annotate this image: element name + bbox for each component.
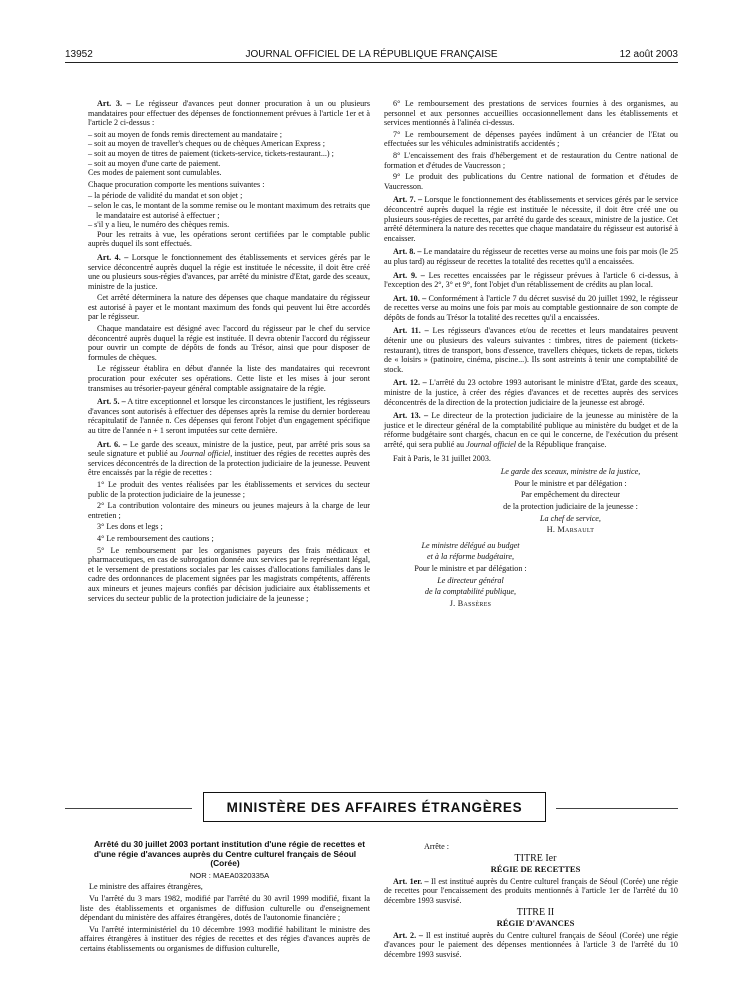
- paragraph: Le ministre des affaires étrangères,: [89, 882, 203, 892]
- section-heading: RÉGIE DE RECETTES: [490, 864, 581, 875]
- left-column: [88, 99, 370, 605]
- list-item: – soit au moyen de traveller's cheques ou de chèques American Express ;: [88, 139, 326, 149]
- signatory-name: J. Bassères: [449, 598, 492, 608]
- signatory-line: de la comptabilité publique,: [424, 587, 517, 597]
- title-heading: TITRE II: [516, 906, 555, 918]
- article-1: Art. 1er. – Il est institué auprès du Centre culturel français de Séoul (Corée) une régie de recettes pour l'encaissement des produits mentionnés à l'article 1er de l'arrêté du 10 décembre 1993 susvisé.: [384, 876, 678, 905]
- article-10: Art. 10. – Conformément à l'article 7 du décret susvisé du 20 juillet 1992, le régisseur de recettes verse au moins une fois par mois au comptable gestionnaire de son compte de dépôts de fonds au Trésor la totalité des recettes qu'il a encaissées.: [384, 293, 678, 322]
- article-9: Art. 9. – Les recettes encaissées par le régisseur prévues à l'article 6 ci-dessus, à l'exception des 2°, 3° et 9°, font l'objet d'un rétablissement de crédits au plan local.: [384, 270, 679, 290]
- signatory-line: Pour le ministre et par délégation :: [514, 478, 627, 488]
- section-heading: RÉGIE D'AVANCES: [496, 918, 575, 929]
- article-11: Art. 11. – Les régisseurs d'avances et/ou de recettes et leurs mandataires peuvent détenir une ou plusieurs des valeurs suivantes : timbres, titres de paiement (tickets-restaurant), titres de transport, bons d'essence, travellers chèques, tickets de repas, tickets de « loisirs » (patinoire, cinéma, piscine...). Ils sont astreints à tenir une comptabilité de stock.: [384, 326, 679, 374]
- paragraph: Vu l'arrêté du 3 mars 1982, modifié par l'arrêté du 30 avril 1999 modifié, fixant la liste des établissements et organismes de diffusion culturelle ou d'enseignement dépendant du ministère des affaires étrangères, dotés de l'autonomie financière ;: [80, 893, 370, 923]
- paragraph: Ces modes de paiement sont cumulables.: [88, 168, 222, 178]
- right-column: [384, 99, 678, 610]
- list-item: – soit au moyen d'une carte de paiement.: [88, 158, 221, 168]
- paragraph: Le régisseur établira en début d'année la liste des mandataires qui recevront procuration pour exécuter ses opérations. Cette liste et les mises à jour seront transmises au trésorier-payeur général comptable assignataire de la régie.: [88, 364, 370, 393]
- paragraph: Cet arrêté déterminera la nature des dépenses que chaque mandataire du régisseur est autorisé à payer et le montant maximum des fonds qui peuvent lui être accordés par le régisseur.: [88, 293, 370, 322]
- signature-block-budget: [366, 541, 566, 609]
- list-item: 7° Le remboursement de dépenses payées indûment à un créancier de l'Etat ou effectuées sur les véhicules administratifs accidentés ;: [384, 129, 678, 149]
- ministry-heading: MINISTÈRE DES AFFAIRES ÉTRANGÈRES: [203, 792, 546, 822]
- article-13: Art. 13. – Le directeur de la protection judiciaire de la jeunesse au ministère de la justice et le directeur général de la comptabilité publique au ministère du budget et de la réforme budgétaire sont chargés, chacun en ce qui le concerne, de l'exécution du présent arrêté, qui sera publié au Journal officiel de la République française.: [384, 411, 679, 449]
- bottom-left-column: [80, 840, 370, 956]
- page-header: [65, 49, 678, 63]
- paragraph: Vu l'arrêté interministériel du 10 décembre 1993 modifié habilitant le ministre des affaires étrangères à instituer des régies de recettes et des régies d'avances auprès de certains établissements ou organismes de diffusion culturelle,: [80, 924, 370, 953]
- paragraph: Chaque mandataire est désigné avec l'accord du régisseur par le chef du service déconcentré auprès duquel la régie est instituée. Il devra obtenir l'accord du régisseur pour ouvrir un compte de dépôts de fonds au Trésor, ainsi que pour disposer de formules de chèques.: [88, 324, 370, 362]
- list-item: 1° Le produit des ventes réalisées par les établissements et services du secteur public de la protection judiciaire de la jeunesse ;: [88, 479, 370, 499]
- list-item: – s'il y a lieu, le numéro des chèques remis.: [88, 220, 230, 230]
- list-item: – la période de validité du mandat et son objet ;: [88, 191, 243, 201]
- header-rule: [65, 62, 678, 63]
- arrete-label: Arrête :: [424, 842, 450, 851]
- title-heading: TITRE Ier: [514, 852, 557, 864]
- issue-date: 12 août 2003: [619, 49, 678, 60]
- article-8: Art. 8. – Le mandataire du régisseur de recettes verse au moins une fois par mois (le 25 au plus tard) au régisseur de recettes la totalité des recettes qu'il a encaissées.: [384, 247, 679, 266]
- article-12: Art. 12. – L'arrêté du 23 octobre 1993 autorisant le ministre d'Etat, garde des sceaux, ministre de la justice, à créer des régies d'avances et de recettes auprès des services déconcentrés de la direction de la protection judiciaire de la jeunesse est abrogé.: [384, 378, 679, 407]
- list-item: 9° Le produit des publications du Centre national de formation et d'études de Vaucresson.: [384, 172, 678, 191]
- list-item: – selon le cas, le montant de la somme remise ou le montant maximum des retraits que le mandataire est autorisé à effectuer ;: [88, 200, 370, 220]
- signatory-line: de la protection judiciaire de la jeunesse :: [503, 501, 638, 511]
- list-item: – soit au moyen de fonds remis directement au mandataire ;: [88, 129, 283, 139]
- list-item: 3° Les dons et legs ;: [97, 522, 163, 532]
- signatory-line: Pour le ministre et par délégation :: [414, 563, 527, 573]
- signatory-line: La chef de service,: [540, 513, 601, 523]
- bottom-right-column: [384, 842, 678, 962]
- signatory-title: Le ministre délégué au budget: [421, 540, 520, 550]
- heading-rule-right: [556, 808, 678, 809]
- date-place: Fait à Paris, le 31 juillet 2003.: [393, 453, 491, 463]
- list-item: – soit au moyen de titres de paiement (tickets-service, tickets-restaurant...) ;: [88, 148, 334, 158]
- article-3: Art. 3. – Le régisseur d'avances peut donner procuration à un ou plusieurs mandataires pour effectuer des dépenses de fonctionnement prévues à l'article 1er et à l'article 2 ci-dessus :: [88, 99, 370, 128]
- signatory-line: Le directeur général: [437, 575, 504, 585]
- paragraph: Chaque procuration comporte les mentions suivantes :: [88, 179, 265, 189]
- list-item: 6° Le remboursement des prestations de services fournies à des organismes, au personnel et aux personnes accueillies occasionnellement dans les établissements et services mentionnés à l'alinéa ci-dessus.: [384, 99, 678, 128]
- paragraph: Pour les retraits à vue, les opérations seront certifiées par le comptable public auprès duquel ils sont effectués.: [88, 229, 370, 249]
- article-7: Art. 7. – Lorsque le fonctionnement des établissements et services gérés par le service déconcentré auprès duquel la régie est instituée le nécessite, il doit être créé une ou plusieurs sous-régies de recettes, par arrêté du garde des sceaux, ministre de la justice. Cet arrêté déterminera la nature des recettes que chaque mandataire du régisseur est autorisé à encaisser.: [384, 195, 678, 243]
- signature-block-justice: [454, 467, 678, 535]
- nor-reference: NOR : MAEA0320335A: [189, 870, 270, 880]
- signatory-name: H. Marsault: [546, 525, 595, 535]
- list-item: 5° Le remboursement par les organismes payeurs des frais médicaux et pharmaceutiques, en cas de subrogation donnée aux services par le représentant légal, et le versement de prestations sociales par les caisses d'allocations familiales dans le cadre des ordonnances de placement signées par les magistrats compétents, afférents aux mineurs et jeunes majeurs confiés par décision judiciaire aux établissements et services du secteur public de la protection judiciaire de la jeunesse ;: [88, 545, 370, 603]
- list-item: 8° L'encaissement des frais d'hébergement et de restauration du Centre national de formation et d'études de Vaucresson ;: [384, 150, 678, 170]
- heading-rule-left: [65, 808, 192, 809]
- page-number: 13952: [65, 49, 93, 60]
- journal-title: JOURNAL OFFICIEL DE LA RÉPUBLIQUE FRANÇAISE: [245, 49, 498, 60]
- signatory-title: Le garde des sceaux, ministre de la justice,: [500, 467, 641, 477]
- list-item: 2° La contribution volontaire des mineurs ou jeunes majeurs à la charge de leur entretien ;: [88, 501, 370, 520]
- signatory-title: et à la réforme budgétaire,: [426, 552, 515, 562]
- article-6: Art. 6. – Le garde des sceaux, ministre de la justice, peut, par arrêté pris sous sa seule signature et publié au Journal officiel, instituer des régies de recettes auprès des services déconcentrés de la direction de la protection judiciaire de la jeunesse. Peuvent être encaissés par la régie de recettes :: [88, 439, 371, 478]
- article-2: Art. 2. – Il est institué auprès du Centre culturel français de Séoul (Corée) une régie d'avances pour le paiement des dépenses mentionnées à l'article 3 de l'arrêté du 10 décembre 1993 susvisé.: [384, 930, 678, 959]
- list-item: 4° Le remboursement des cautions ;: [97, 533, 214, 543]
- decree-title: Arrêté du 30 juillet 2003 portant institution d'une régie de recettes et d'une régie d'avances auprès du Centre culturel français de Séoul (Corée): [93, 839, 365, 869]
- article-4: Art. 4. – Lorsque le fonctionnement des établissements et services gérés par le service déconcentré auprès duquel la régie est instituée le nécessite, il doit être créé une ou plusieurs sous-régies d'avances, par arrêté du ministre d'Etat, garde des sceaux, ministre de la justice.: [88, 252, 371, 291]
- article-5: Art. 5. – A titre exceptionnel et lorsque les circonstances le justifient, les régisseurs d'avances sont autorisés à effectuer des dépenses après la remise du dernier bordereau récapitulatif de l'année n. Ces dépenses qui feront l'objet d'un engagement spécifique au titre de l'année n + 1 seront imputées sur cette dernière.: [88, 397, 370, 435]
- signatory-line: Par empêchement du directeur: [520, 490, 621, 500]
